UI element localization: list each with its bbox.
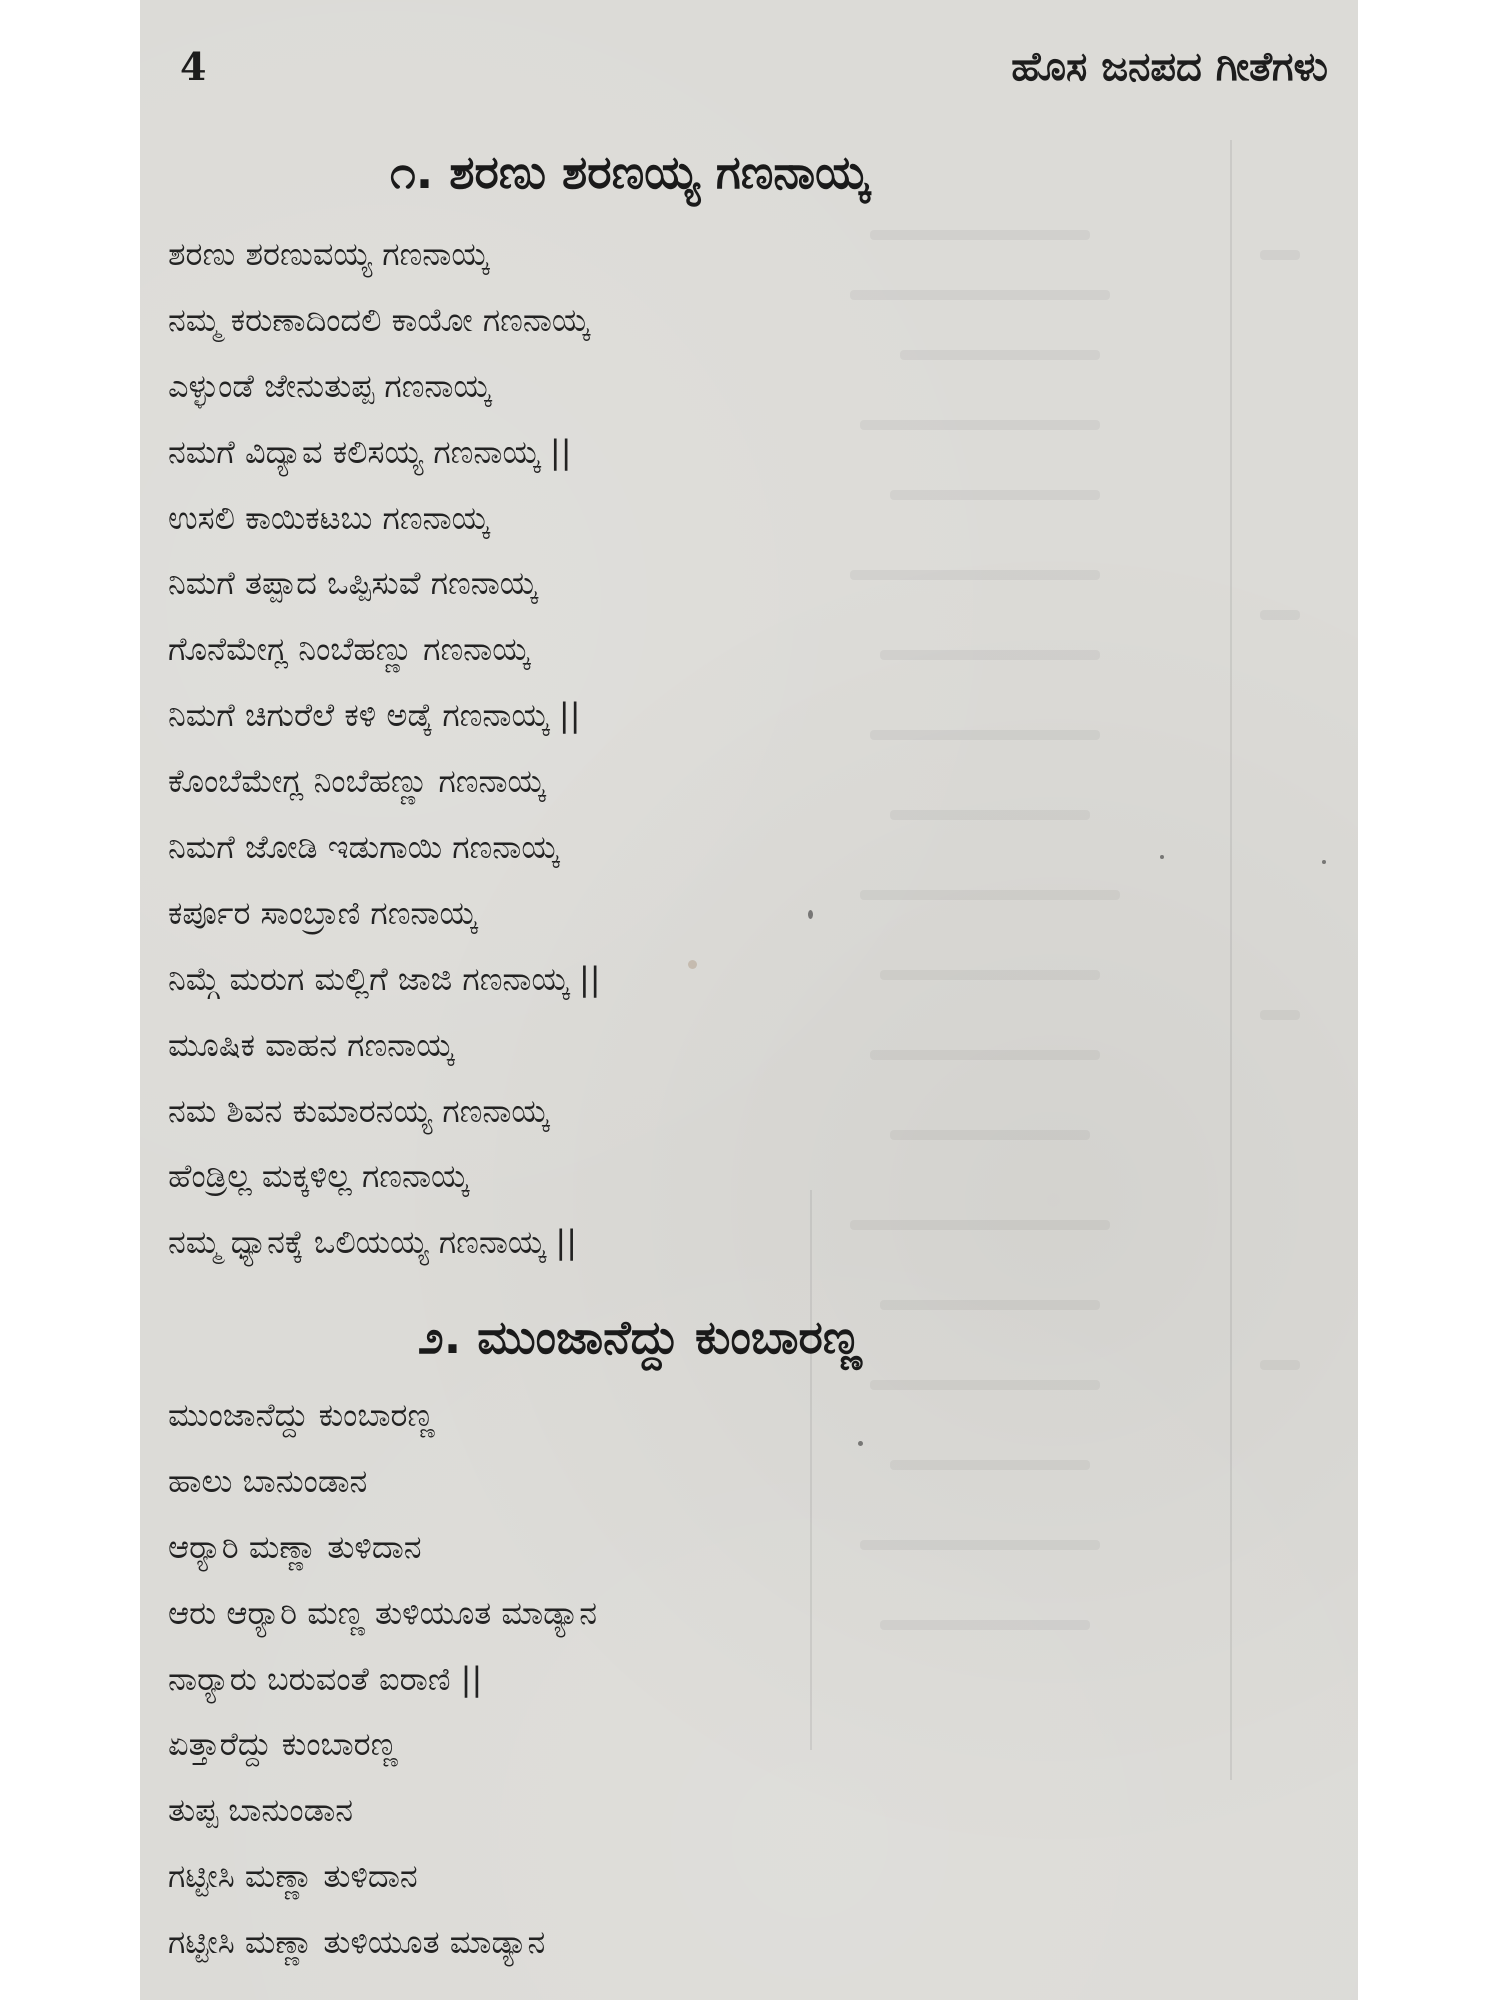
- lyric-line: ನಿಮಗೆ ಚಿಗುರೆಲೆ ಕಳಿ ಅಡ್ಕೆ ಗಣನಾಯ್ಕ ||: [168, 696, 581, 735]
- lyric-line: ಮೂಷಿಕ ವಾಹನ ಗಣನಾಯ್ಕ: [168, 1025, 454, 1064]
- book-page: [140, 0, 1358, 2000]
- lyric-line: ಗಟ್ಟೀಸಿ ಮಣ್ಣಾ ತುಳಿದಾನ: [168, 1857, 418, 1896]
- lyric-line: ತುಪ್ಪ ಬಾನುಂಡಾನ: [168, 1791, 354, 1830]
- ghost-text-line: [1260, 250, 1300, 260]
- lyric-line: ಮುಂಜಾನೆದ್ದು ಕುಂಬಾರಣ್ಣ: [168, 1396, 435, 1434]
- lyric-line: ಕರ್ಪೂರ ಸಾಂಬ್ರಾಣಿ ಗಣನಾಯ್ಕ: [168, 893, 477, 932]
- lyric-line: ಕೊಂಬೆಮೇಗ್ಲ ನಿಂಬೆಹಣ್ಣು ಗಣನಾಯ್ಕ: [168, 762, 545, 801]
- lyric-line: ಎಳ್ಳುಂಡೆ ಜೇನುತುಪ್ಪ ಗಣನಾಯ್ಕ: [168, 366, 491, 405]
- ghost-text-line: [1260, 1360, 1300, 1370]
- page-number: 4: [180, 44, 207, 89]
- lyric-line: ಹಾಲು ಬಾನುಂಡಾನ: [168, 1461, 368, 1500]
- lyric-line: ಶರಣು ಶರಣುವಯ್ಯ ಗಣನಾಯ್ಕ: [168, 235, 489, 273]
- lyric-line: ಉಸಲಿ ಕಾಯಿಕಟಬು ಗಣನಾಯ್ಕ: [168, 498, 489, 537]
- lyric-line: ನಮ್ಮ ಕರುಣಾದಿಂದಲಿ ಕಾಯೋ ಗಣನಾಯ್ಕ: [168, 300, 590, 339]
- ghost-column-rule: [1230, 140, 1232, 1780]
- lyric-line: ನಮ ಶಿವನ ಕುಮಾರನಯ್ಯ ಗಣನಾಯ್ಕ: [168, 1091, 549, 1130]
- song-lyrics: [168, 1383, 1068, 1976]
- running-head-title: ಹೊಸ ಜನಪದ ಗೀತೆಗಳು: [1011, 44, 1328, 90]
- lyric-line: ಗೊನೆಮೇಗ್ಲ ನಿಂಬೆಹಣ್ಣು ಗಣನಾಯ್ಕ: [168, 630, 530, 669]
- song-title: ೧. ಶರಣು ಶರಣಯ್ಯ ಗಣನಾಯ್ಕ: [390, 145, 869, 199]
- lyric-line: ಗಟ್ಟೀಸಿ ಮಣ್ಣಾ ತುಳಿಯೂತ ಮಾಡ್ಯಾನ: [168, 1923, 546, 1962]
- lyric-line: ನಾರ್‍ಯಾರು ಬರುವಂತೆ ಐರಾಣಿ ||: [168, 1659, 483, 1698]
- lyric-line: ಆರ್‍ಯಾರಿ ಮಣ್ಣಾ ತುಳಿದಾನ: [168, 1527, 422, 1566]
- lyric-line: ನಿಮಗೆ ಜೋಡಿ ಇಡುಗಾಯಿ ಗಣನಾಯ್ಕ: [168, 828, 559, 867]
- ink-speck: [1322, 860, 1326, 864]
- lyric-line: ನಮಗೆ ವಿದ್ಯಾವ ಕಲಿಸಯ್ಯ ಗಣನಾಯ್ಕ ||: [168, 432, 572, 471]
- lyric-line: ನಿಮ್ಗೆ ಮರುಗ ಮಲ್ಲಿಗೆ ಜಾಜಿ ಗಣನಾಯ್ಕ ||: [168, 959, 601, 998]
- lyric-line: ನಮ್ಮ ಧ್ಯಾನಕ್ಕೆ ಒಲಿಯಯ್ಯ ಗಣನಾಯ್ಕ ||: [168, 1223, 577, 1262]
- song-lyrics: [168, 222, 1068, 1276]
- lyric-line: ಏತ್ತಾರೆದ್ದು ಕುಂಬಾರಣ್ಣ: [168, 1725, 398, 1764]
- ghost-text-line: [880, 1300, 1100, 1310]
- ink-speck: [1160, 855, 1164, 859]
- lyric-line: ಹೆಂಡ್ರಿಲ್ಲ ಮಕ್ಕಳಿಲ್ಲ ಗಣನಾಯ್ಕ: [168, 1157, 469, 1196]
- lyric-line: ನಿಮಗೆ ತಪ್ಪಾದ ಒಪ್ಪಿಸುವೆ ಗಣನಾಯ್ಕ: [168, 564, 538, 603]
- lyric-line: ಆರು ಆರ್‍ಯಾರಿ ಮಣ್ಣ ತುಳಿಯೂತ ಮಾಡ್ಯಾನ: [168, 1593, 598, 1632]
- ghost-text-line: [1260, 1010, 1300, 1020]
- ghost-text-line: [1260, 610, 1300, 620]
- song-title: ೨. ಮುಂಜಾನೆದ್ದು ಕುಂಬಾರಣ್ಣ: [418, 1310, 862, 1364]
